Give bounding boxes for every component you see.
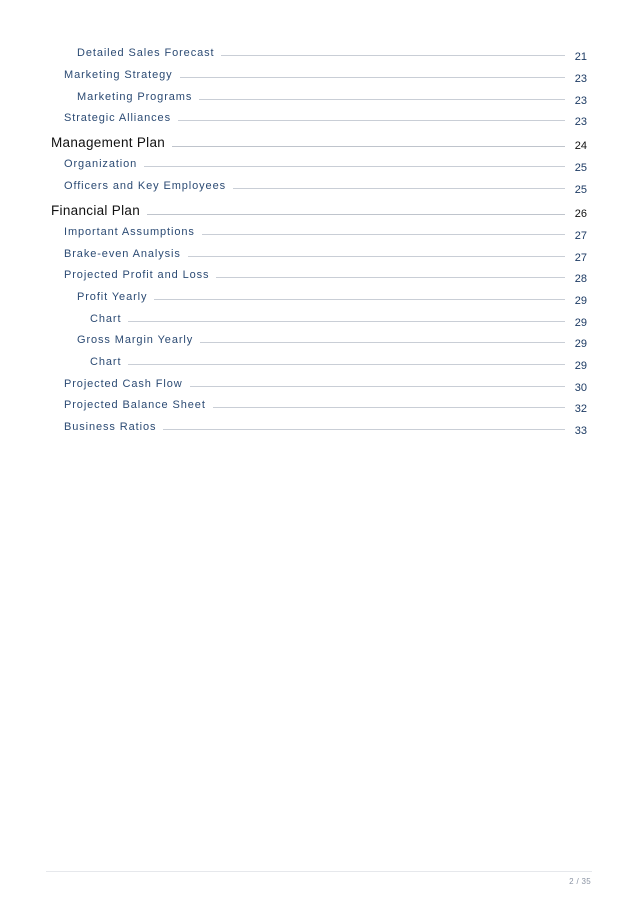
toc-entry-page: 29 — [574, 295, 587, 307]
toc-entry-label: Chart — [90, 356, 122, 368]
toc-entry-page: 29 — [574, 317, 587, 329]
toc-entry-label: Profit Yearly — [77, 291, 148, 303]
toc-entry-label: Organization — [64, 158, 138, 170]
toc-entry-important-assumptions[interactable] — [64, 226, 587, 242]
toc-entry-label: Marketing Programs — [77, 91, 193, 103]
table-of-contents — [0, 0, 638, 450]
toc-entry-profit-yearly[interactable] — [77, 291, 587, 307]
toc-entry-label: Chart — [90, 313, 122, 325]
toc-entry-label: Projected Cash Flow — [64, 378, 183, 390]
toc-entry-profit-yearly-chart[interactable] — [90, 313, 587, 329]
toc-entry-label: Strategic Alliances — [64, 112, 171, 124]
toc-entry-brake-even-analysis[interactable] — [64, 248, 587, 264]
toc-entry-business-ratios[interactable] — [64, 421, 587, 437]
toc-leader-line — [128, 321, 565, 322]
toc-entry-projected-cash-flow[interactable] — [64, 378, 587, 394]
toc-entry-gross-margin-yearly[interactable] — [77, 334, 587, 350]
toc-entry-label: Brake-even Analysis — [64, 248, 181, 260]
toc-entry-projected-profit-loss[interactable] — [64, 269, 587, 285]
toc-leader-line — [213, 407, 565, 408]
toc-entry-page: 30 — [574, 382, 587, 394]
toc-entry-page: 21 — [574, 51, 587, 63]
toc-leader-line — [144, 166, 565, 167]
toc-entry-label: Important Assumptions — [64, 226, 195, 238]
toc-leader-line — [199, 99, 565, 100]
toc-leader-line — [233, 188, 565, 189]
toc-entry-label: Marketing Strategy — [64, 69, 173, 81]
toc-entry-page: 29 — [574, 360, 587, 372]
toc-entry-page: 32 — [574, 403, 587, 415]
toc-section-page: 24 — [574, 140, 587, 152]
toc-entry-page: 23 — [574, 73, 587, 85]
toc-entry-label: Detailed Sales Forecast — [77, 47, 215, 59]
toc-leader-line — [216, 277, 565, 278]
toc-entry-page: 27 — [574, 230, 587, 242]
toc-entry-page: 27 — [574, 252, 587, 264]
page-number: 2 / 35 — [569, 877, 591, 886]
footer-divider — [46, 871, 592, 872]
toc-leader-line — [172, 146, 565, 147]
toc-entry-page: 33 — [574, 425, 587, 437]
toc-entry-label: Projected Profit and Loss — [64, 269, 210, 281]
toc-entry-label: Projected Balance Sheet — [64, 399, 206, 411]
toc-section-label: Management Plan — [51, 135, 166, 150]
toc-leader-line — [128, 364, 565, 365]
toc-entry-page: 23 — [574, 95, 587, 107]
toc-leader-line — [188, 256, 565, 257]
toc-entry-gross-margin-chart[interactable] — [90, 356, 587, 372]
toc-entry-strategic-alliances[interactable] — [64, 112, 587, 128]
toc-leader-line — [190, 386, 565, 387]
toc-entry-marketing-programs[interactable] — [77, 91, 587, 107]
toc-entry-page: 28 — [574, 273, 587, 285]
toc-entry-organization[interactable] — [64, 158, 587, 174]
toc-entry-officers-key-employees[interactable] — [64, 180, 587, 196]
toc-entry-marketing-strategy[interactable] — [64, 69, 587, 85]
toc-section-label: Financial Plan — [51, 203, 140, 218]
toc-leader-line — [221, 55, 565, 56]
toc-leader-line — [180, 77, 565, 78]
toc-section-financial-plan[interactable] — [51, 203, 587, 218]
toc-entry-label: Business Ratios — [64, 421, 157, 433]
toc-entry-label: Officers and Key Employees — [64, 180, 226, 192]
toc-entry-page: 29 — [574, 338, 587, 350]
toc-leader-line — [163, 429, 565, 430]
toc-section-page: 26 — [574, 208, 587, 220]
toc-entry-detailed-sales-forecast[interactable] — [77, 47, 587, 63]
toc-entry-page: 25 — [574, 162, 587, 174]
toc-entry-projected-balance-sheet[interactable] — [64, 399, 587, 415]
toc-entry-page: 25 — [574, 184, 587, 196]
toc-entry-page: 23 — [574, 116, 587, 128]
toc-leader-line — [154, 299, 565, 300]
toc-entry-label: Gross Margin Yearly — [77, 334, 194, 346]
toc-leader-line — [147, 214, 565, 215]
toc-leader-line — [178, 120, 565, 121]
toc-section-management-plan[interactable] — [51, 135, 587, 150]
toc-leader-line — [200, 342, 565, 343]
toc-leader-line — [202, 234, 565, 235]
